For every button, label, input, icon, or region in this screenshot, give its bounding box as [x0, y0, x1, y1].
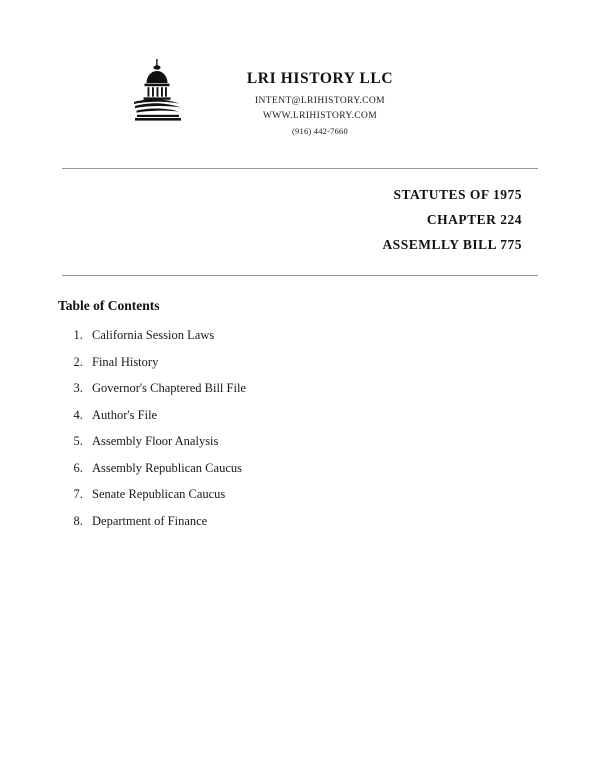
org-phone: (916) 442-7660 — [292, 126, 348, 136]
list-item: 7. Senate Republican Caucus — [86, 487, 600, 502]
statutes-year: STATUTES OF 1975 — [393, 187, 522, 202]
list-item: 5. Assembly Floor Analysis — [86, 434, 600, 449]
table-of-contents — [0, 276, 600, 529]
letterhead — [0, 0, 600, 136]
org-email: INTENT@LRIHISTORY.COM — [254, 96, 385, 106]
list-item: 4. Author's File — [86, 408, 600, 423]
org-identity — [200, 58, 440, 136]
list-item: 1. California Session Laws — [86, 328, 600, 343]
toc-heading: Table of Contents — [58, 298, 160, 313]
list-item: 2. Final History — [86, 355, 600, 370]
title-block — [0, 169, 600, 253]
capitol-dome-logo-icon — [128, 58, 186, 124]
chapter-number: CHAPTER 224 — [426, 212, 522, 227]
org-name: LRI HISTORY LLC — [246, 70, 394, 87]
toc-list — [58, 328, 600, 529]
org-website: WWW.LRIHISTORY.COM — [262, 111, 378, 121]
list-item: 8. Department of Finance — [86, 514, 600, 529]
list-item: 6. Assembly Republican Caucus — [86, 461, 600, 476]
bill-number: ASSEMLLY BILL 775 — [382, 237, 522, 252]
list-item: 3. Governor's Chaptered Bill File — [86, 381, 600, 396]
logo-container — [0, 58, 200, 124]
